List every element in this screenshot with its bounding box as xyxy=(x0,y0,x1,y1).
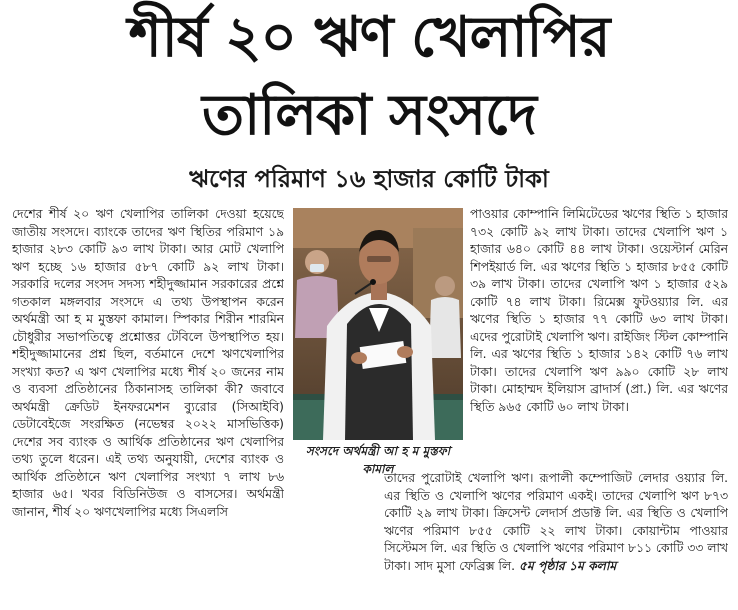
subheadline: ঋণের পরিমাণ ১৬ হাজার কোটি টাকা xyxy=(189,165,549,193)
continuation-note: ৫ম পৃষ্ঠার ১ম কলাম xyxy=(518,558,617,573)
headline-line-2: তালিকা সংসদে xyxy=(202,83,536,148)
article-text-left: দেশের শীর্ষ ২০ ঋণ খেলাপির তালিকা দেওয়া হয়েছে জাতীয় সংসদে। ব্যাংকে তাদের ঋণ স্থিতির পরিমাণ ১৯ হাজার ২৮৩ কোটি ৯৩ লাখ টাকা। আর মোট খেলাপি ঋণ হচ্ছে ১৬ হাজার ৫৮৭ কোটি ৯২ লাখ টাকা। সরকারি দলের সংসদ সদস্য শহীদুজ্জামান সরকারের প্রশ্নে গতকাল মঙ্গলবার সংসদে এ তথ্য উপস্থাপন করেন অর্থমন্ত্রী আ হ ম মুস্তফা কামাল। স্পিকার শিরীন শারমিন চৌধুরীর সভাপতিত্বে প্রশ্নোত্তর টেবিলে উপস্থাপিত হয়। শহীদুজ্জামানের প্রশ্ন ছিল, বর্তমানে দেশে ঋণখেলাপির সংখ্যা কত? এ ঋণ খেলাপির মধ্যে শীর্ষ ২০ জনের নাম ও ব্যবসা প্রতিষ্ঠানের ঠিকানাসহ তালিকা কী? জবাবে অর্থমন্ত্রী ক্রেডিট ইনফরমেশন ব্যুরোর (সিআইবি) ডেটাবেইজে সংরক্ষিত (নভেম্বর ২০২২ মাসভিত্তিক) দেশের সব ব্যাংক ও আর্থিক প্রতিষ্ঠানের ঋণ খেলাপির তথ্য তুলে ধরেন। এই তথ্য অনুযায়ী, দেশের ব্যাংক ও আর্থিক প্রতিষ্ঠানে ঋণ খেলাপির সংখ্যা ৭ লাখ ৮৬ হাজার ৬৫। খবর বিডিনিউজ ও বাসসের। অর্থমন্ত্রী জানান, শীর্ষ ২০ ঋণখেলাপির মধ্যে সিএলসি xyxy=(12,207,284,519)
article-photo xyxy=(293,208,463,440)
article-column-right xyxy=(470,206,728,468)
article-text-bottom xyxy=(384,470,728,575)
photo-illustration xyxy=(293,208,463,440)
headline-line-1: শীর্ষ ২০ ঋণ খেলাপির xyxy=(128,5,610,70)
article-text-right: পাওয়ার কোম্পানি লিমিটেডের ঋণের স্থিতি ১ হাজার ৭৩২ কোটি ৯২ লাখ টাকা। তাদের খেলাপি ঋণ ১ হাজার ৬৪০ কোটি ৪৪ লাখ টাকা। ওয়েস্টার্ন মেরিন শিপইয়ার্ড লি. এর ঋণের স্থিতি ১ হাজার ৮৫৫ কোটি ৩৯ লাখ টাকা। তাদের খেলাপি ঋণ ১ হাজার ৫২৯ কোটি ৭৪ লাখ টাকা। রিমেক্স ফুটওয়্যার লি. এর ঋণের স্থিতি ১ হাজার ৭৭ কোটি ৬৩ লাখ টাকা। এদের পুরোটাই খেলাপি ঋণ। রাইজিং স্টিল কোম্পানি লি. এর ঋণের স্থিতি ১ হাজার ১৪২ কোটি ৭৬ লাখ টাকা। তাদের খেলাপি ঋণ ৯৯০ কোটি ২৮ লাখ টাকা। মোহাম্মদ ইলিয়াস ব্রাদার্স (প্রা.) লি. এর ঋণের স্থিতি ৯৬৫ কোটি ৬০ লাখ টাকা। xyxy=(470,207,728,414)
article-text-bottom-body: তাদের পুরোটাই খেলাপি ঋণ। রূপালী কম্পোজিট লেদার ওয়্যার লি. এর স্থিতি ও খেলাপি ঋণের পরিমাণ একই। তাদের খেলাপি ঋণ ৮৭৩ কোটি ২৯ লাখ টাকা। ক্রিসেন্ট লেদার্স প্রডাক্ট লি. এর স্থিতি ও খেলাপি ঋণের পরিমাণ ৮৫৫ কোটি ২২ লাখ টাকা। কোয়ান্টাম পাওয়ার সিস্টেমস লি. এর স্থিতি ও খেলাপি ঋণের পরিমাণ ৮১১ কোটি ৩৩ লাখ টাকা। সাদ মুসা ফেব্রিক্স লি. xyxy=(384,471,728,573)
article-column-left xyxy=(12,206,284,610)
photo-caption: সংসদে অর্থমন্ত্রী আ হ ম মুস্তফা কামাল xyxy=(305,444,451,476)
article-column-bottom xyxy=(384,470,728,610)
